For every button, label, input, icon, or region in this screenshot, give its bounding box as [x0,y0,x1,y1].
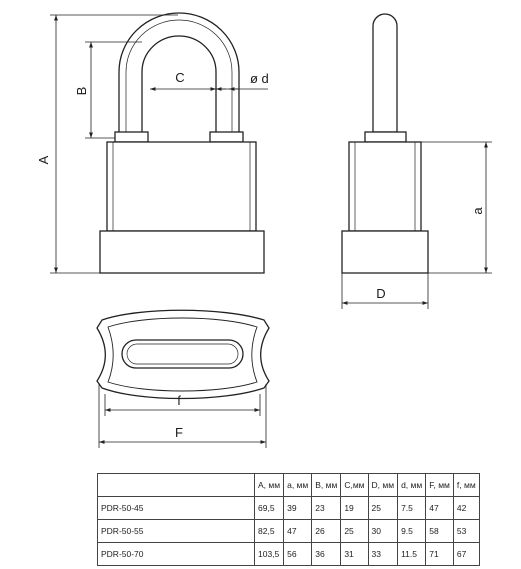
dim-label-d: ø d [250,71,269,86]
table-row [98,520,480,543]
table-row [98,497,480,520]
dim-label-B: B [74,86,89,96]
shackle-collar-right [210,132,243,142]
table-header-cell: C,мм [341,474,368,497]
table-cell: 19 [341,497,368,520]
table-header-cell: F, мм [426,474,454,497]
dim-label-A: A [36,155,51,165]
table-cell: 82,5 [255,520,284,543]
table-cell: 47 [284,520,312,543]
table-cell: 9.5 [398,520,426,543]
lock-base [100,231,264,273]
side-base [342,231,428,273]
table-header-cell: d, мм [398,474,426,497]
side-body [349,142,421,231]
lock-body [107,142,256,231]
table-cell: 56 [284,543,312,566]
table-cell: 31 [341,543,368,566]
side-view [342,14,428,273]
table-header-cell [98,474,255,497]
table-cell-model: PDR-50-55 [98,520,255,543]
table-cell: 71 [426,543,454,566]
table-cell: 47 [426,497,454,520]
table-cell: 69,5 [255,497,284,520]
table-cell: 25 [368,497,398,520]
table-header-cell: f, мм [453,474,479,497]
side-shackle [373,14,397,132]
table-cell: 103,5 [255,543,284,566]
table-cell: 23 [312,497,341,520]
table-cell: 25 [341,520,368,543]
dim-label-a: a [470,207,485,215]
table-cell: 58 [426,520,454,543]
table-cell: 26 [312,520,341,543]
front-view [100,13,264,273]
top-view [97,310,269,398]
dimensions-table [97,473,480,566]
table-cell: 30 [368,520,398,543]
table-cell: 7.5 [398,497,426,520]
table-cell-model: PDR-50-70 [98,543,255,566]
table-cell: 67 [453,543,479,566]
table-cell: 53 [453,520,479,543]
table-cell: 42 [453,497,479,520]
table-header-cell: D, мм [368,474,398,497]
dim-label-D: D [376,286,386,301]
dim-label-F: F [175,425,183,440]
table-header-row [98,474,480,497]
table-cell: 36 [312,543,341,566]
table-row [98,543,480,566]
table-header-cell: B, мм [312,474,341,497]
table-cell-model: PDR-50-45 [98,497,255,520]
table-cell: 39 [284,497,312,520]
table-cell: 11.5 [398,543,426,566]
shackle-collar-left [115,132,148,142]
side-collar [365,132,406,142]
table-header-cell: a, мм [284,474,312,497]
table-cell: 33 [368,543,398,566]
dim-label-f: f [177,393,181,408]
dim-label-C: C [175,70,185,85]
table-header-cell: A, мм [255,474,284,497]
